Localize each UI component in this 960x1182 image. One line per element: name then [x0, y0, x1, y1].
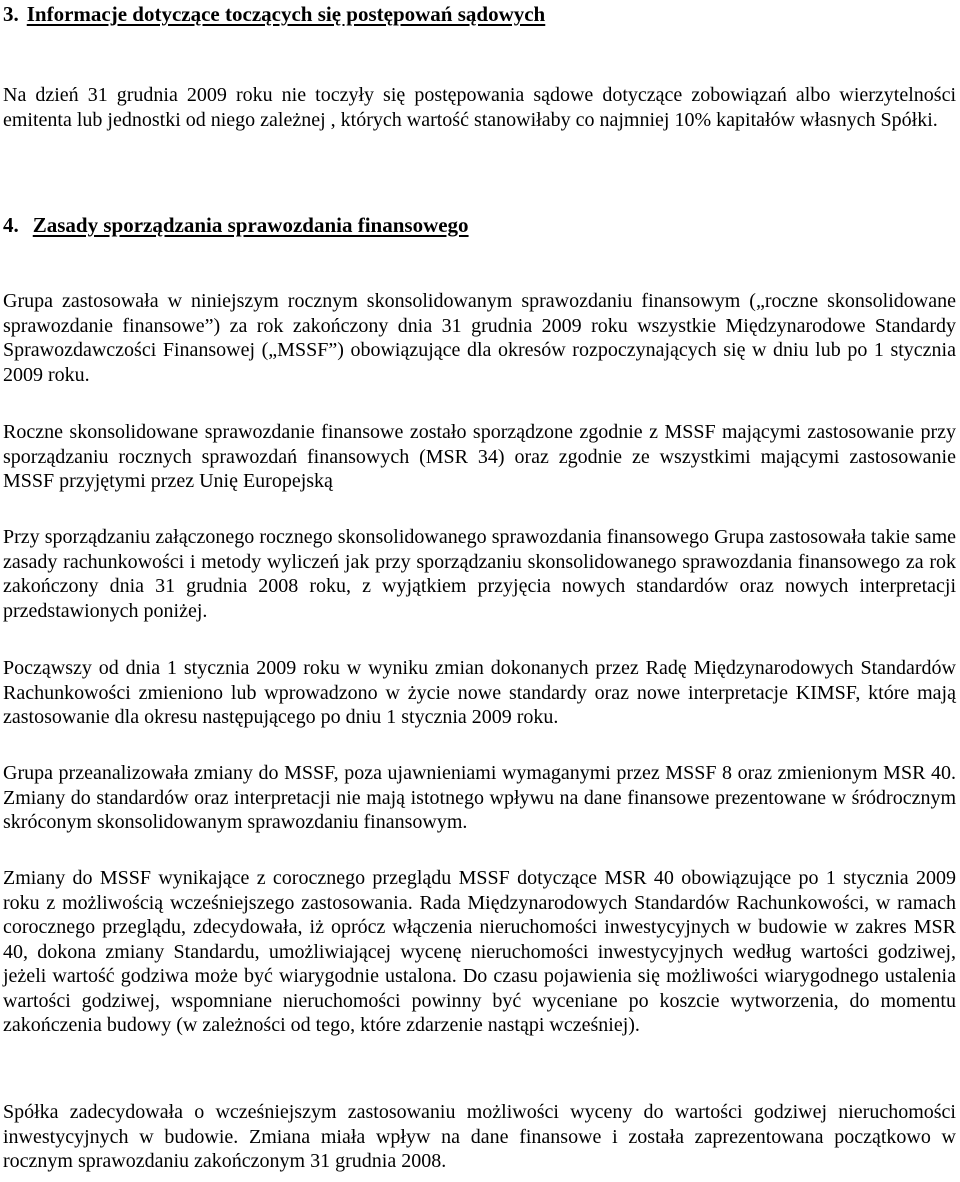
section-4-paragraph-3: Przy sporządzaniu załączonego rocznego skonsolidowanego sprawozdania finansowego Grupa zastosowała takie same zasady rachunkowości i metody wyliczeń jak przy sporządzaniu skonsolidowanego sprawozdania finansowego za rok zakończony dnia 31 grudnia 2008 roku, z wyjątkiem przyjęcia nowych standardów oraz nowych interpretacji przedstawionych poniżej.	[3, 526, 956, 622]
section-4-paragraph-4: Począwszy od dnia 1 stycznia 2009 roku w wyniku zmian dokonanych przez Radę Międzynarodowych Standardów Rachunkowości zmieniono lub wprowadzono w życie nowe standardy oraz nowe interpretacje KIMSF, które mają zastosowanie dla okresu następującego po dniu 1 stycznia 2009 roku.	[3, 657, 956, 728]
section-4-paragraph-2: Roczne skonsolidowane sprawozdanie finansowe zostało sporządzone zgodnie z MSSF mającymi zastosowanie przy sporządzaniu rocznych sprawozdań finansowych (MSR 34) oraz zgodnie ze wszystkimi mającymi zastosowanie MSSF przyjętymi przez Unię Europejską	[3, 421, 956, 492]
section-4-heading	[3, 213, 469, 237]
section-3-number: 3.	[3, 2, 19, 26]
section-3-heading	[3, 2, 545, 26]
section-4-paragraph-1: Grupa zastosowała w niniejszym rocznym skonsolidowanym sprawozdaniu finansowym („roczne skonsolidowane sprawozdanie finansowe”) za rok zakończony dnia 31 grudnia 2009 roku wszystkie Międzynarodowe Standardy Sprawozdawczości Finansowej („MSSF”) obowiązujące dla okresów rozpoczynających się w dniu lub po 1 stycznia 2009 roku.	[3, 290, 956, 386]
section-3-title: Informacje dotyczące toczących się postępowań sądowych	[26, 2, 546, 26]
section-4-title: Zasady sporządzania sprawozdania finansowego	[32, 213, 469, 237]
section-4-paragraph-6: Zmiany do MSSF wynikające z corocznego przeglądu MSSF dotyczące MSR 40 obowiązujące po 1 stycznia 2009 roku z możliwością wcześniejszego zastosowania. Rada Międzynarodowych Standardów Rachunkowości, w ramach corocznego przeglądu, zdecydowała, iż oprócz włączenia nieruchomości inwestycyjnych w budowie w zakres MSR 40, dokona zmiany Standardu, umożliwiającej wycenę nieruchomości inwestycyjnych według wartości godziwej, jeżeli wartość godziwa może być wiarygodnie ustalona. Do czasu pojawienia się możliwości wiarygodnego ustalenia wartości godziwej, wspomniane nieruchomości powinny być wyceniane po koszcie wytworzenia, do momentu zakończenia budowy (w zależności od tego, które zdarzenie nastąpi wcześniej).	[3, 867, 956, 1036]
section-4-paragraph-7: Spółka zadecydowała o wcześniejszym zastosowaniu możliwości wyceny do wartości godziwej nieruchomości inwestycyjnych w budowie. Zmiana miała wpływ na dane finansowe i została zaprezentowana początkowo w rocznym sprawozdaniu zakończonym 31 grudnia 2008.	[3, 1101, 956, 1172]
section-4-number: 4.	[3, 213, 19, 237]
section-3-paragraph-1: Na dzień 31 grudnia 2009 roku nie toczyły się postępowania sądowe dotyczące zobowiązań albo wierzytelności emitenta lub jednostki od niego zależnej , których wartość stanowiłaby co najmniej 10% kapitałów własnych Spółki.	[3, 84, 956, 131]
section-4-paragraph-5: Grupa przeanalizowała zmiany do MSSF, poza ujawnieniami wymaganymi przez MSSF 8 oraz zmienionym MSR 40. Zmiany do standardów oraz interpretacji nie mają istotnego wpływu na dane finansowe prezentowane w śródrocznym skróconym skonsolidowanym sprawozdaniu finansowym.	[3, 762, 956, 833]
